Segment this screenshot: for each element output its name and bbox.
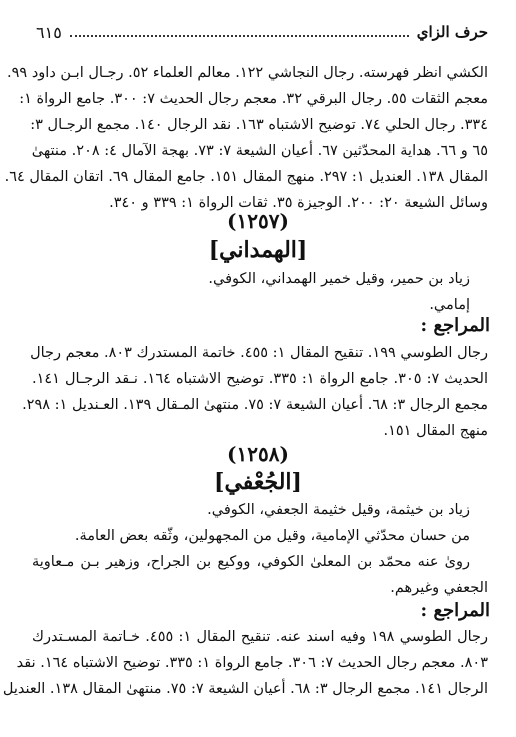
intro-line: ٦٥ و ٦٦. هداية المحدّثين ٦٧. أعيان الشيعة ٧: ٧٣. بهجة الآمال ٤: ٢٠٨. منتهىٰ [31, 143, 488, 159]
reference-line: الحديث ٧: ٣٠٥. جامع الرواة ١: ٣٣٥. توضيح الاشتباه ١٦٤. نـقد الرجـال ١٤١. [32, 371, 488, 387]
reference-line: مجمع الرجال ٣: ٦٨. أعيان الشيعة ٧: ٧٥. منتهىٰ المـقال ١٣٩. العـنديل ١: ٢٩٨. [22, 397, 488, 413]
intro-line: الكشي انظر فهرسته. رجال النجاشي ١٢٢. معالم العلماء ٥٢. رجـال ابـن داود ٩٩. [7, 65, 488, 81]
entry-number: (١٢٥٨) [227, 442, 289, 466]
chapter-title: حرف الزاي [416, 23, 488, 41]
entry-body-line: رویٰ عنه محمّد بن المعلیٰ الكوفي، ووكيع بن الجراح، وزهير بـن مـعاوية [32, 554, 470, 570]
header-dot-leader [70, 27, 409, 37]
entry-body-line: إمامي. [429, 297, 470, 313]
entry-title: [الجُعْفي] [214, 469, 302, 495]
intro-line: معجم الثقات ٥٥. رجال البرقي ٣٢. معجم رجال الحديث ٧: ٣٠٠. جامع الرواة ١: [19, 91, 488, 107]
entry-title: [الهمداني] [208, 237, 308, 263]
entry-body-line: الجعفي وغيرهم. [390, 580, 488, 596]
entry-body-line: من حسان محدّثي الإمامية، وقيل من المجهولين، وثّقه بعض العامة. [74, 528, 470, 544]
intro-line: المقال ١٣٨. العنديل ١: ٢٩٧. منهج المقال ١٥١. جامع المقال ٦٩. اتقان المقال ٦٤. [4, 169, 488, 185]
intro-line: ٣٣٤. رجال الحلي ٧٤. توضيح الاشتباه ١٦٣. نقد الرجال ١٤٠. مجمع الرجـال ٣: [30, 117, 488, 133]
intro-line: وسائل الشيعة ٢٠: ٢٠٠. الوجيزة ٣٥. ثقات الرواة ١: ٣٣٩ و ٣٤٠. [109, 195, 488, 211]
page-number: ٦١٥ [36, 22, 62, 42]
references-heading: المراجع : [420, 600, 490, 621]
reference-line: ٨٠٣. معجم رجال الحديث ٧: ٣٠٦. جامع الرواة ١: ٣٣٥. توضيح الاشتباه ١٦٤. نقد [16, 655, 488, 671]
reference-line: رجال الطوسي ١٩٨ وفيه اسند عنه. تنقيح المقال ١: ٤٥٥. خـاتمة المسـتدرك [32, 629, 488, 645]
running-header [36, 20, 488, 44]
entry-body-line: زياد بن خيثمة، وقيل خثيمة الجعفي، الكوفي. [207, 502, 470, 518]
reference-line: الرجال ١٤١. مجمع الرجال ٣: ٦٨. أعيان الشيعة ٧: ٧٥. منتهىٰ المقال ١٣٨. العنديل [2, 681, 488, 697]
entry-body-line: زياد بن حمير، وقيل خمير الهمداني، الكوفي. [208, 271, 470, 287]
reference-line: رجال الطوسي ١٩٩. تنقيح المقال ١: ٤٥٥. خاتمة المستدرك ٨٠٣. معجم رجال [30, 345, 488, 361]
entry-number: (١٢٥٧) [227, 209, 289, 233]
references-heading: المراجع : [420, 315, 490, 336]
reference-line: منهج المقال ١٥١. [383, 423, 488, 439]
